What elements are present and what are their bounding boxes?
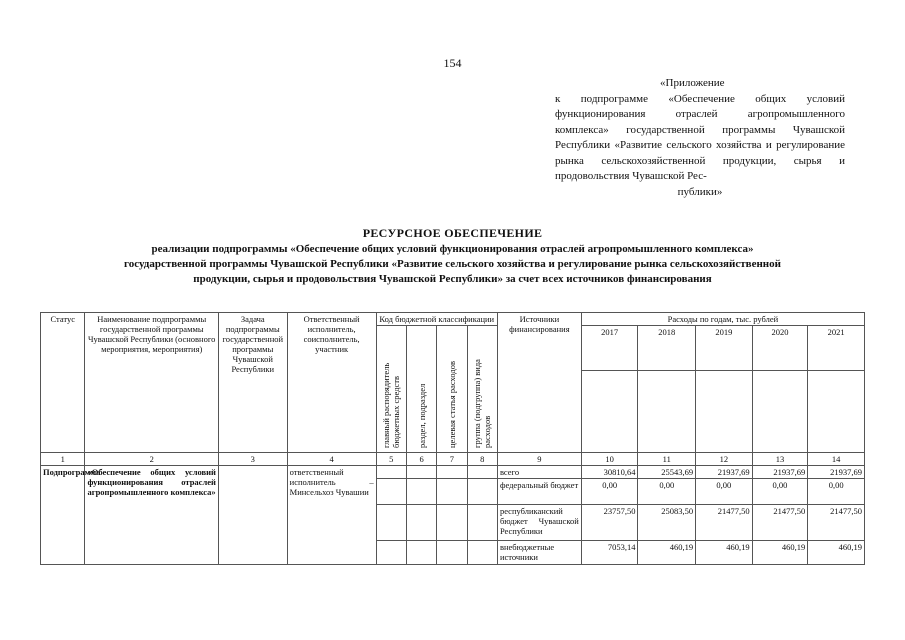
- code-cell: [406, 541, 436, 565]
- page-number: 154: [443, 56, 462, 70]
- column-number: 14: [808, 453, 865, 466]
- code-cell: [437, 505, 467, 541]
- source-name: республиканский бюджет Чувашской Республики: [497, 505, 581, 541]
- code-cell: [376, 505, 406, 541]
- code-cell: [467, 541, 497, 565]
- header-expenses: Расходы по годам, тыс. рублей: [581, 313, 864, 326]
- value-cell: 0,00: [752, 479, 808, 505]
- value-cell: 21937,69: [808, 466, 865, 479]
- header-grbs: главный распорядитель бюджетных средств: [381, 362, 402, 448]
- value-cell: 0,00: [808, 479, 865, 505]
- appendix-last-line: публики»: [677, 185, 723, 198]
- code-cell: [406, 466, 436, 479]
- year-spacer: [638, 371, 696, 453]
- value-cell: 21937,69: [752, 466, 808, 479]
- header-section-cell: [406, 326, 436, 453]
- value-cell: 7053,14: [581, 541, 638, 565]
- value-cell: 460,19: [638, 541, 696, 565]
- column-number: 3: [218, 453, 287, 466]
- column-number: 1: [41, 453, 85, 466]
- appendix-body: к подпрограмме «Обеспечение общих условий функционирования отраслей агропромышленного комплекса» государственной программы Чувашской Республики «Развитие сельского хозяйства и регулирование рынка сельскохозяйственной продукции, сырья и продовольствия Чувашской Рес-: [555, 92, 845, 182]
- code-cell: [406, 479, 436, 505]
- row-executor: ответственный исполнитель – Минсельхоз Чувашии: [287, 466, 376, 565]
- code-cell: [437, 541, 467, 565]
- header-grbs-cell: [376, 326, 406, 453]
- header-group: группа (подгруппа) вида расходов: [472, 359, 493, 448]
- source-name: внебюджетные источники: [497, 541, 581, 565]
- column-number: 13: [752, 453, 808, 466]
- column-number: 5: [376, 453, 406, 466]
- value-cell: 21937,69: [696, 466, 753, 479]
- column-number: 10: [581, 453, 638, 466]
- value-cell: 21477,50: [808, 505, 865, 541]
- value-cell: 460,19: [752, 541, 808, 565]
- column-number: 2: [85, 453, 218, 466]
- code-cell: [376, 479, 406, 505]
- column-number: 7: [437, 453, 467, 466]
- year-spacer: [581, 371, 638, 453]
- header-task: Задача подпрограммы государственной программы Чувашской Республики: [218, 313, 287, 453]
- header-status: Статус: [41, 313, 85, 453]
- header-target: целевая статья расходов: [446, 360, 457, 448]
- header-year: 2017: [581, 326, 638, 371]
- column-number: 12: [696, 453, 753, 466]
- table-row: [41, 466, 865, 479]
- title-line-2: государственной программы Чувашской Республики «Развитие сельского хозяйства и регулирование рынка сельскохозяйственной: [124, 258, 781, 270]
- title-main: РЕСУРСНОЕ ОБЕСПЕЧЕНИЕ: [362, 226, 543, 240]
- row-task: [218, 466, 287, 565]
- code-cell: [406, 505, 436, 541]
- appendix-note: [555, 76, 845, 200]
- column-number: 4: [287, 453, 376, 466]
- column-number: 11: [638, 453, 696, 466]
- value-cell: 21477,50: [752, 505, 808, 541]
- appendix-first-line: «Приложение: [660, 77, 725, 89]
- value-cell: 21477,50: [696, 505, 753, 541]
- header-name: Наименование подпрограммы государственной программы Чувашской Республики (основного мероприятия, мероприятия): [85, 313, 218, 453]
- code-cell: [437, 479, 467, 505]
- value-cell: 460,19: [696, 541, 753, 565]
- year-spacer: [696, 371, 753, 453]
- column-number-row: [41, 453, 865, 466]
- title-line-3: продукции, сырья и продовольствия Чувашской Республики» за счет всех источников финансирования: [193, 273, 712, 285]
- code-cell: [467, 466, 497, 479]
- header-executor: Ответственный исполнитель, соисполнитель, участник: [287, 313, 376, 453]
- code-cell: [376, 541, 406, 565]
- code-cell: [467, 479, 497, 505]
- value-cell: 0,00: [581, 479, 638, 505]
- header-year: 2020: [752, 326, 808, 371]
- code-cell: [467, 505, 497, 541]
- resource-table: [40, 312, 865, 565]
- source-name: федеральный бюджет: [497, 479, 581, 505]
- header-year: 2018: [638, 326, 696, 371]
- value-cell: 460,19: [808, 541, 865, 565]
- value-cell: 0,00: [638, 479, 696, 505]
- value-cell: 30810,64: [581, 466, 638, 479]
- value-cell: 25083,50: [638, 505, 696, 541]
- column-number: 6: [406, 453, 436, 466]
- year-spacer: [808, 371, 865, 453]
- header-sources: Источники финансирования: [497, 313, 581, 453]
- header-year: 2019: [696, 326, 753, 371]
- title-line-1: реализации подпрограммы «Обеспечение общих условий функционирования отраслей агропромышленного комплекса»: [151, 243, 754, 255]
- code-cell: [376, 466, 406, 479]
- code-cell: [437, 466, 467, 479]
- source-name: всего: [497, 466, 581, 479]
- column-number: 8: [467, 453, 497, 466]
- header-budget-code: Код бюджетной классификации: [376, 313, 497, 326]
- header-target-cell: [437, 326, 467, 453]
- column-number: 9: [497, 453, 581, 466]
- value-cell: 23757,50: [581, 505, 638, 541]
- document-title: [40, 226, 865, 287]
- year-spacer: [752, 371, 808, 453]
- row-status: Подпрограмма: [41, 466, 85, 565]
- row-name: «Обеспечение общих условий функционирования отраслей агропромышленного комплекса»: [85, 466, 218, 565]
- header-section: раздел, подраздел: [416, 383, 427, 448]
- value-cell: 25543,69: [638, 466, 696, 479]
- header-year: 2021: [808, 326, 865, 371]
- header-group-cell: [467, 326, 497, 453]
- value-cell: 0,00: [696, 479, 753, 505]
